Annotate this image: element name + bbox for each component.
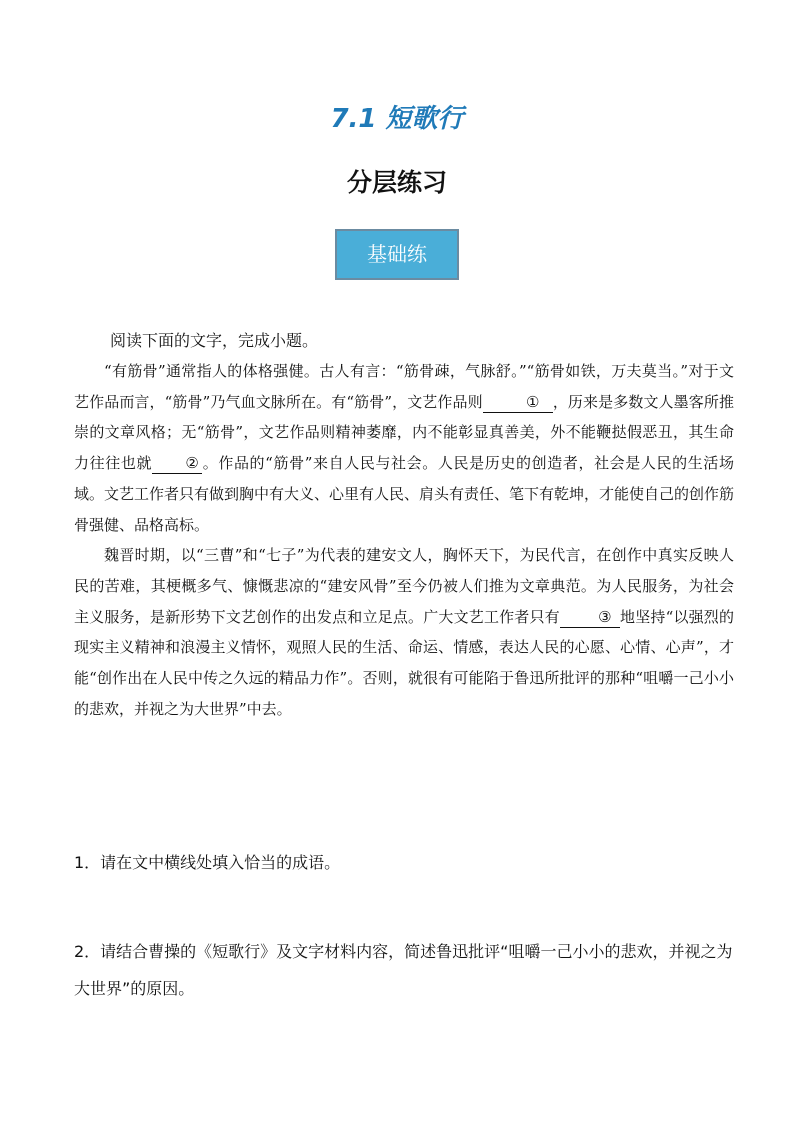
passage-text: 地坚持“以强烈的现实主义精神和浪漫主义情怀，观照人民的生活、命运、情感，表达人民的心愿、心情、心声”，才能“创作出在人民中传之久远的精品力作”。否则，就很有可能陷于鲁迅所批评的那种“咀嚼一己小小的悲欢，并视之为大世界”中去。	[74, 607, 734, 718]
passage-text: 魏晋时期，以“三曹”和“七子”为代表的建安文人，胸怀天下，为民代言，在创作中真实反映人民的苦难，其梗概多气、慷慨悲凉的“建安风骨”至今仍被人们推为文章典范。为人民服务，为社会主义服务，是新形势下文艺创作的出发点和立足点。广大文艺工作者只有	[74, 546, 734, 626]
blank-3: ③	[560, 607, 620, 628]
passage-text: ，历来是多数文人墨客所推崇的文章风格；无“筋骨”，文艺作品则精神萎靡，内不能彰显真善美，外不能鞭挞假恶丑，其生命力往往也就	[74, 392, 734, 473]
passage-text: “有筋骨”通常指人的体格强健。古人有言：“筋骨疎，气脉舒。”“筋骨如铁，万夫莫当。”对于文艺作品而言，“筋骨”乃气血文脉所在。有“筋骨”，文艺作品则	[74, 362, 734, 411]
question-1: 1．请在文中横线处填入恰当的成语。	[74, 853, 341, 872]
page-subtitle: 分层练习	[346, 168, 447, 197]
passage-paragraph-1	[74, 356, 734, 540]
blank-1: ①	[483, 392, 553, 413]
passage-text: 。作品的“筋骨”来自人民与社会。人民是历史的创造者，社会是人民的生活场域。文艺工作者只有做到胸中有大义、心里有人民、肩头有责任、笔下有乾坤，才能使自己的创作筋骨强健、品格高标。	[74, 454, 735, 534]
section-badge: 基础练	[335, 229, 459, 280]
instruction-text: 阅读下面的文字，完成小题。	[110, 331, 319, 350]
reading-passage	[74, 356, 734, 724]
passage-paragraph-2	[74, 540, 734, 724]
page-title: 7.1 短歌行	[330, 104, 464, 134]
blank-2: ②	[152, 453, 202, 474]
question-2: 2．请结合曹操的《短歌行》及文字材料内容，简述鲁迅批评“咀嚼一己小小的悲欢，并视之为大世界”的原因。	[74, 942, 733, 998]
